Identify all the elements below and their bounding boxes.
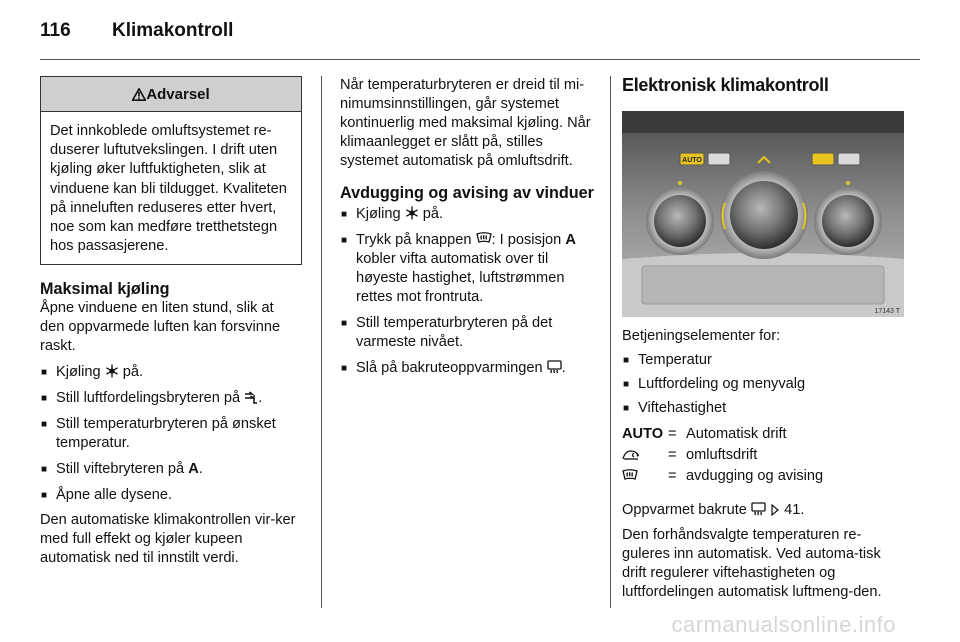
column-divider (610, 76, 611, 608)
legend-key (622, 445, 668, 466)
list-item (340, 205, 602, 224)
fan-position-label: A (188, 461, 199, 478)
recirculation-icon (622, 449, 640, 461)
page-header (40, 20, 233, 42)
list-item: ■ Still temperaturbryteren på det varmeste nivået. (340, 314, 602, 352)
column-right (622, 76, 904, 602)
header-rule (40, 59, 920, 60)
defrost-list (340, 205, 602, 378)
page-reference-arrow-icon (770, 504, 780, 516)
windshield-defrost-icon (476, 232, 492, 246)
list-item-suffix: . (198, 461, 203, 478)
controls-list (622, 351, 904, 418)
rear-window-heater-icon (547, 360, 562, 374)
list-item: ■ Temperatur (622, 351, 904, 370)
legend-value: omluftsdrift (686, 447, 758, 463)
list-item-text: : I posisjon (491, 232, 562, 248)
electronic-outro: Den forhåndsvalgte temperaturen re-guleres inn automatisk. Ved automa-tisk drift regulerer viftehastigheten og luftfordelingen automatisk luftmeng-den. (622, 527, 882, 600)
list-item-text: kobler vifta automatisk over til høyeste hastighet, luftstrømmen rettes mot frontruta. (356, 251, 565, 305)
list-item-suffix: på. (122, 364, 144, 381)
column-divider (321, 76, 322, 608)
rear-defrost-line (622, 501, 904, 520)
list-item-text: Still viftebryteren på (56, 461, 185, 478)
warning-header (41, 77, 301, 112)
legend-eq: = (668, 468, 677, 484)
list-item-text: Slå på bakruteoppvarmingen (356, 360, 543, 376)
list-item-text: Trykk på knappen (356, 232, 472, 248)
col2-intro: Når temperaturbryteren er dreid til mi-nimumsinnstillingen, går systemet kontinuerlig med maksimal kjøling. Når klimaanlegget er slått på, stilles systemet automatisk på omluftsdrift. (340, 77, 591, 169)
defrost-heading: Avdugging og avising av vinduer (340, 184, 594, 202)
warning-triangle-icon (132, 88, 146, 101)
legend-value: avdugging og avising (686, 468, 824, 484)
windshield-defrost-icon (622, 469, 638, 483)
legend-row (622, 424, 823, 445)
climate-control-panel-image (622, 111, 904, 317)
list-item (340, 231, 602, 307)
list-item-text: Still luftfordelingsbryteren på (56, 390, 241, 407)
list-item-suffix: . (561, 360, 566, 376)
list-item (340, 359, 602, 378)
list-item (40, 363, 302, 382)
list-item-suffix: på. (422, 206, 444, 222)
panel-auto-label: AUTO (682, 157, 702, 164)
legend-table (622, 424, 823, 487)
list-item: ■ Åpne alle dysene. (40, 486, 302, 505)
legend-row (622, 445, 823, 466)
controls-intro: Betjeningselementer for: (622, 328, 781, 344)
list-item-suffix: . (258, 390, 263, 407)
legend-eq: = (668, 426, 677, 442)
column-middle (340, 76, 602, 378)
legend-row (622, 466, 823, 487)
list-item (40, 389, 302, 408)
panel-illustration (622, 111, 904, 317)
max-cooling-heading: Maksimal kjøling (40, 280, 170, 299)
legend-key-auto: AUTO (622, 426, 664, 442)
list-item: ■ Still temperaturbryteren på ønsket temperatur. (40, 415, 302, 453)
page-title: Klimakontroll (112, 20, 234, 41)
page-number: 116 (40, 20, 71, 41)
rear-window-heater-icon (751, 502, 766, 516)
air-distribution-upper-icon (244, 391, 258, 404)
page-reference[interactable]: 41. (784, 502, 805, 518)
warning-title: Advarsel (146, 86, 210, 103)
legend-eq: = (668, 447, 677, 463)
watermark: carmanualsonline.info (671, 612, 896, 637)
list-item-text: Kjøling (56, 364, 101, 381)
warning-box (40, 76, 302, 265)
legend-value: Automatisk drift (686, 426, 787, 442)
fan-position-label: A (565, 232, 576, 248)
list-item (40, 460, 302, 479)
list-item: ■ Viftehastighet (622, 399, 904, 418)
snowflake-icon (105, 364, 119, 378)
max-cooling-list (40, 363, 302, 505)
list-item: ■ Luftfordeling og menyvalg (622, 375, 904, 394)
snowflake-icon (405, 206, 419, 220)
electronic-climate-heading: Elektronisk klimakontroll (622, 75, 829, 95)
legend-key (622, 466, 668, 487)
rear-defrost-text: Oppvarmet bakrute (622, 502, 747, 518)
list-item-text: Kjøling (356, 206, 401, 222)
image-code: 17143 T (874, 308, 900, 315)
column-left (40, 76, 302, 568)
max-cooling-intro: Åpne vinduene en liten stund, slik at den oppvarmede luften kan forsvinne raskt. (40, 300, 281, 355)
max-cooling-outro: Den automatiske klimakontrollen vir-ker med full effekt og kjøler kupeen automatisk ned til innstilt verdi. (40, 512, 296, 567)
warning-text: Det innkoblede omluftsystemet re-duserer luftutvekslingen. I drift uten kjøling øker luftfuktigheten, slik at vinduene kan bli tildugget. Kvaliteten på inneluften reduseres etter hvert, noe som kan medføre tretthetstegn hos passasjerene. (50, 123, 287, 255)
